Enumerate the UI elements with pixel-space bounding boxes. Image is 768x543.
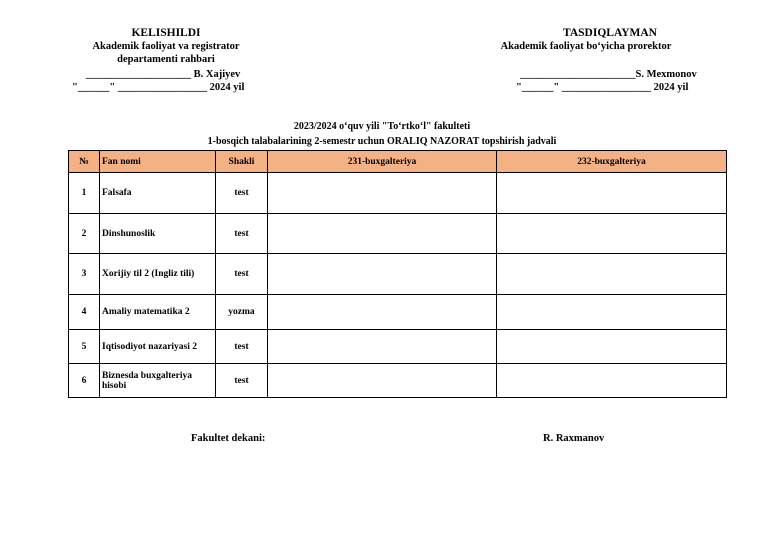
row-group-231-cell xyxy=(268,173,497,214)
row-group-231-cell xyxy=(268,295,497,330)
row-group-231-cell xyxy=(268,330,497,364)
row-form: test xyxy=(216,330,268,364)
row-group-232-cell xyxy=(497,214,727,254)
table-row xyxy=(69,173,727,214)
row-subject: Amaliy matematika 2 xyxy=(100,295,216,330)
row-form: test xyxy=(216,173,268,214)
header-group-232: 232-buxgalteriya xyxy=(497,151,727,173)
row-group-231-cell xyxy=(268,364,497,398)
row-form: test xyxy=(216,254,268,295)
row-group-232-cell xyxy=(497,364,727,398)
row-group-232-cell xyxy=(497,295,727,330)
row-number: 4 xyxy=(69,295,100,330)
left-approval-role-line2: departamenti rahbari xyxy=(117,54,215,65)
header-number: № xyxy=(69,151,100,173)
table-row xyxy=(69,330,727,364)
row-form: test xyxy=(216,214,268,254)
table-row xyxy=(69,214,727,254)
table-row xyxy=(69,295,727,330)
row-number: 3 xyxy=(69,254,100,295)
row-form: test xyxy=(216,364,268,398)
document-title-line2: 1-bosqich talabalarining 2-semestr uchun ORALIQ NAZORAT topshirish jadvali xyxy=(207,136,557,147)
right-approval-role-line1: Akademik faoliyat bo‘yicha prorektor xyxy=(500,41,672,52)
schedule-table xyxy=(68,150,727,398)
header-group-231: 231-buxgalteriya xyxy=(268,151,497,173)
row-group-232-cell xyxy=(497,330,727,364)
row-subject: Xorijiy til 2 (Ingliz tili) xyxy=(100,254,216,295)
row-subject: Dinshunoslik xyxy=(100,214,216,254)
row-subject: Falsafa xyxy=(100,173,216,214)
document-title-line1: 2023/2024 o‘quv yili "To‘rtko‘l" fakulteti xyxy=(293,121,471,132)
right-approval-heading: TASDIQLAYMAN xyxy=(563,27,657,39)
left-approval-signature-line: ____________________ B. Xajiyev xyxy=(86,69,241,80)
left-approval-date-line: "______" _________________ 2024 yil xyxy=(72,82,245,93)
left-approval-role-line1: Akademik faoliyat va registrator xyxy=(92,41,240,52)
right-approval-date-line: "______" _________________ 2024 yil xyxy=(516,82,689,93)
row-number: 1 xyxy=(69,173,100,214)
row-form: yozma xyxy=(216,295,268,330)
row-number: 2 xyxy=(69,214,100,254)
dean-name: R. Raxmanov xyxy=(543,433,605,444)
row-subject: Iqtisodiyot nazariyasi 2 xyxy=(100,330,216,364)
left-approval-heading: KELISHILDI xyxy=(131,27,201,39)
row-group-232-cell xyxy=(497,254,727,295)
table-row xyxy=(69,364,727,398)
row-number: 5 xyxy=(69,330,100,364)
table-row xyxy=(69,254,727,295)
right-approval-signature-line: ______________________S. Mexmonov xyxy=(520,69,697,80)
header-subject: Fan nomi xyxy=(100,151,216,173)
row-group-231-cell xyxy=(268,254,497,295)
table-header-row xyxy=(69,151,727,173)
row-group-231-cell xyxy=(268,214,497,254)
row-subject: Biznesda buxgalteriya hisobi xyxy=(100,364,216,398)
row-number: 6 xyxy=(69,364,100,398)
dean-label: Fakultet dekani: xyxy=(191,433,266,444)
header-form: Shakli xyxy=(216,151,268,173)
row-group-232-cell xyxy=(497,173,727,214)
